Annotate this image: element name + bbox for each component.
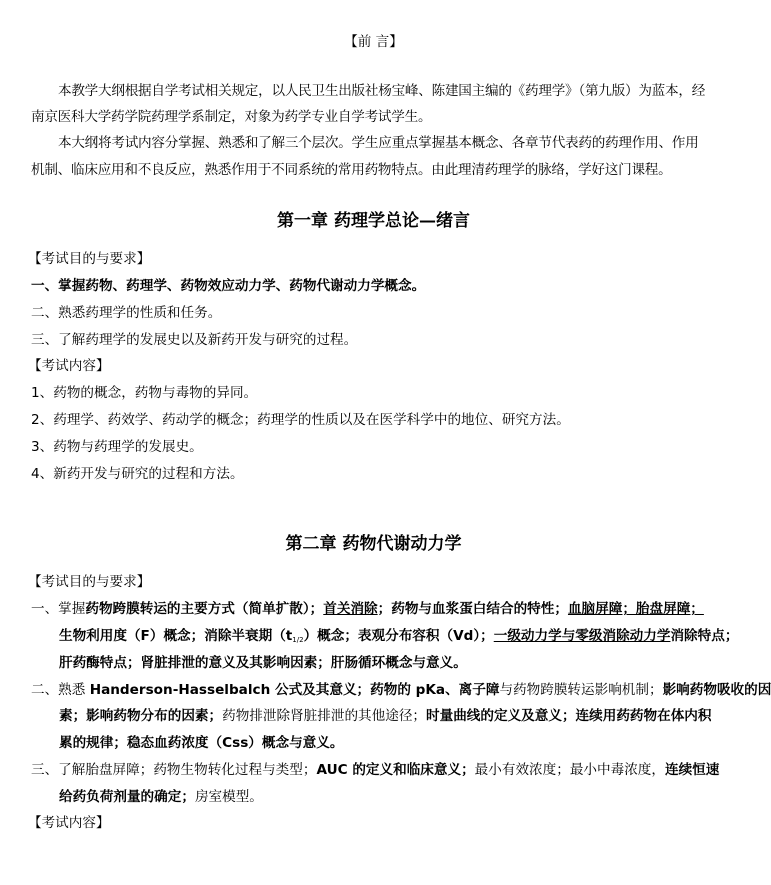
chapter-1-content-label: 【考试内容】: [28, 358, 110, 374]
chapter-1-objective-1: 一、掌握药物、药理学、药物效应动力学、药物代谢动力学概念。: [31, 278, 426, 294]
chapter-2-objective-2-line-1: 二、熟悉 Handerson-Hasselbalch 公式及其意义；药物的 pKa、离子障与药物跨膜转运影响机制；影响药物吸收的因: [31, 682, 771, 698]
chapter-1-objective-2: 二、熟悉药理学的性质和任务。: [31, 305, 222, 321]
chapter-2-objective-1-line-3: 肝药酶特点；肾脏排泄的意义及其影响因素；肝肠循环概念与意义。: [59, 655, 467, 671]
chapter-1-content-2: 2、药理学、药效学、药动学的概念；药理学的性质以及在医学科学中的地位、研究方法。: [31, 412, 570, 428]
chapter-2-content-label: 【考试内容】: [28, 815, 110, 831]
chapter-1-title: 第一章 药理学总论—绪言: [277, 211, 470, 231]
chapter-1-objective-3: 三、了解药理学的发展史以及新药开发与研究的过程。: [31, 332, 358, 348]
preface-paragraph-2-line-1: 本大纲将考试内容分掌握、熟悉和了解三个层次。学生应重点掌握基本概念、各章节代表药的药理作用、作用: [58, 135, 699, 151]
chapter-1-objectives-label: 【考试目的与要求】: [28, 251, 151, 267]
chapter-1-content-4: 4、新药开发与研究的过程和方法。: [31, 466, 244, 482]
chapter-1-content-3: 3、药物与药理学的发展史。: [31, 439, 203, 455]
chapter-2-objectives-label: 【考试目的与要求】: [28, 574, 151, 590]
chapter-2-objective-3-line-1: 三、了解胎盘屏障；药物生物转化过程与类型；AUC 的定义和临床意义；最小有效浓度；最小中毒浓度，连续恒速: [31, 762, 720, 778]
chapter-2-objective-1-line-1: 一、掌握药物跨膜转运的主要方式（简单扩散）；首关消除；药物与血浆蛋白结合的特性；血脑屏障；胎盘屏障；: [31, 601, 704, 617]
chapter-1-content-1: 1、药物的概念，药物与毒物的异同。: [31, 385, 258, 401]
preface-paragraph-1-line-1: 本教学大纲根据自学考试相关规定，以人民卫生出版社杨宝峰、陈建国主编的《药理学》（第九版）为蓝本，经: [58, 83, 706, 99]
chapter-2-objective-2-line-3: 累的规律；稳态血药浓度（Css）概念与意义。: [59, 735, 344, 751]
preface-paragraph-2-line-2: 机制、临床应用和不良反应，熟悉作用于不同系统的常用药物特点。由此理清药理学的脉络，学好这门课程。: [31, 162, 672, 178]
chapter-2-objective-3-line-2: 给药负荷剂量的确定；房室模型。: [59, 789, 263, 805]
chapter-2-title: 第二章 药物代谢动力学: [285, 534, 462, 554]
preface-heading: 【前 言】: [344, 34, 403, 50]
chapter-2-objective-1-line-2: 生物利用度（F）概念；消除半衰期$(t_{1/2})$概念；表观分布容积（Vd）；一级动力学与零级消除动力学消除特点；: [59, 628, 739, 644]
preface-paragraph-1-line-2: 南京医科大学药学院药理学系制定，对象为药学专业自学考试学生。: [31, 109, 432, 125]
chapter-2-objective-2-line-2: 素；影响药物分布的因素；药物排泄除肾脏排泄的其他途径；时量曲线的定义及意义；连续用药药物在体内积: [59, 708, 712, 724]
